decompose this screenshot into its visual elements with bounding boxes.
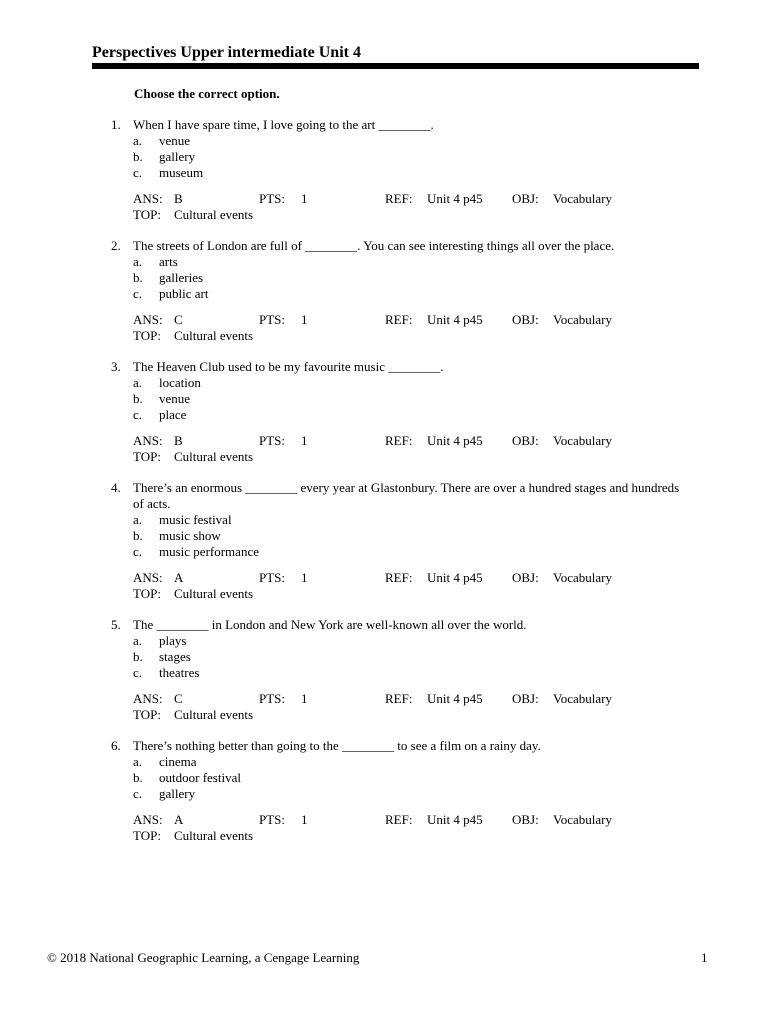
- obj-value: Vocabulary: [553, 691, 612, 706]
- pts-label: PTS:: [259, 312, 286, 327]
- question-list: [0, 117, 768, 859]
- pts-label: PTS:: [259, 570, 286, 585]
- pts-value: 1: [301, 433, 308, 448]
- top-value: Cultural events: [174, 707, 254, 722]
- header-rule: [92, 63, 699, 69]
- answer-row: [0, 570, 768, 586]
- top-value: Cultural events: [174, 586, 254, 601]
- ref-label: REF:: [385, 433, 413, 448]
- pts-value: 1: [301, 570, 308, 585]
- option-c: c. gallery: [133, 786, 196, 801]
- top-value: Cultural events: [174, 828, 254, 843]
- option-b: b. venue: [133, 391, 191, 406]
- pts-label: PTS:: [259, 691, 286, 706]
- option-c: c. place: [133, 407, 187, 422]
- ans-label: ANS:: [133, 191, 163, 206]
- obj-value: Vocabulary: [553, 312, 612, 327]
- ans-value: C: [174, 312, 183, 327]
- question-6: [0, 738, 768, 844]
- ans-value: A: [174, 570, 184, 585]
- answer-row: [0, 433, 768, 449]
- answer-row: [0, 812, 768, 828]
- pts-value: 1: [301, 312, 308, 327]
- question-number: 2.: [111, 238, 121, 253]
- question-5: [0, 617, 768, 723]
- option-c: c. public art: [133, 286, 209, 301]
- question-text: The ________ in London and New York are well-known all over the world.: [133, 617, 527, 632]
- top-label: TOP:: [133, 828, 161, 843]
- obj-value: Vocabulary: [553, 570, 612, 585]
- ans-label: ANS:: [133, 570, 163, 585]
- answer-row: [0, 191, 768, 207]
- topic-row: [0, 828, 768, 844]
- question-2: [0, 238, 768, 344]
- ans-label: ANS:: [133, 812, 163, 827]
- pts-label: PTS:: [259, 433, 286, 448]
- ans-label: ANS:: [133, 433, 163, 448]
- ref-label: REF:: [385, 691, 413, 706]
- option-c: c. museum: [133, 165, 204, 180]
- pts-value: 1: [301, 691, 308, 706]
- option-a: a. arts: [133, 254, 178, 269]
- topic-row: [0, 328, 768, 344]
- ref-label: REF:: [385, 191, 413, 206]
- ref-value: Unit 4 p45: [427, 691, 483, 706]
- ans-value: B: [174, 433, 183, 448]
- ref-value: Unit 4 p45: [427, 812, 483, 827]
- pts-value: 1: [301, 812, 308, 827]
- page-number: 1: [701, 950, 708, 965]
- top-value: Cultural events: [174, 207, 254, 222]
- ref-label: REF:: [385, 570, 413, 585]
- option-c: c. music performance: [133, 544, 259, 559]
- obj-label: OBJ:: [512, 691, 539, 706]
- topic-row: [0, 586, 768, 602]
- ans-value: A: [174, 812, 184, 827]
- obj-label: OBJ:: [512, 812, 539, 827]
- option-b: b. music show: [133, 528, 221, 543]
- question-number: 1.: [111, 117, 121, 132]
- obj-label: OBJ:: [512, 191, 539, 206]
- option-a: a. venue: [133, 133, 191, 148]
- question-1: [0, 117, 768, 223]
- obj-value: Vocabulary: [553, 191, 612, 206]
- page-header-title: Perspectives Upper intermediate Unit 4: [92, 44, 361, 61]
- answer-row: [0, 312, 768, 328]
- pts-label: PTS:: [259, 191, 286, 206]
- question-number: 6.: [111, 738, 121, 753]
- obj-label: OBJ:: [512, 433, 539, 448]
- top-label: TOP:: [133, 586, 161, 601]
- obj-label: OBJ:: [512, 312, 539, 327]
- question-number: 3.: [111, 359, 121, 374]
- option-c: c. theatres: [133, 665, 200, 680]
- ans-label: ANS:: [133, 691, 163, 706]
- top-label: TOP:: [133, 328, 161, 343]
- ref-label: REF:: [385, 812, 413, 827]
- option-b: b. gallery: [133, 149, 196, 164]
- top-label: TOP:: [133, 449, 161, 464]
- ans-value: C: [174, 691, 183, 706]
- obj-value: Vocabulary: [553, 433, 612, 448]
- ref-label: REF:: [385, 312, 413, 327]
- ref-value: Unit 4 p45: [427, 433, 483, 448]
- top-label: TOP:: [133, 207, 161, 222]
- option-a: a. cinema: [133, 754, 197, 769]
- ans-value: B: [174, 191, 183, 206]
- obj-value: Vocabulary: [553, 812, 612, 827]
- question-number: 5.: [111, 617, 121, 632]
- topic-row: [0, 449, 768, 465]
- pts-value: 1: [301, 191, 308, 206]
- question-text: The streets of London are full of ________. You can see interesting things all over the place.: [133, 238, 615, 253]
- instruction: Choose the correct option.: [134, 86, 280, 101]
- question-4: [0, 480, 768, 602]
- question-text: When I have spare time, I love going to the art ________.: [133, 117, 434, 132]
- question-3: [0, 359, 768, 465]
- ref-value: Unit 4 p45: [427, 570, 483, 585]
- ref-value: Unit 4 p45: [427, 191, 483, 206]
- obj-label: OBJ:: [512, 570, 539, 585]
- footer-copyright: © 2018 National Geographic Learning, a Cengage Learning: [47, 950, 360, 965]
- question-number: 4.: [111, 480, 121, 495]
- question-text: There’s nothing better than going to the ________ to see a film on a rainy day.: [133, 738, 541, 753]
- ref-value: Unit 4 p45: [427, 312, 483, 327]
- top-label: TOP:: [133, 707, 161, 722]
- topic-row: [0, 207, 768, 223]
- option-b: b. outdoor festival: [133, 770, 241, 785]
- question-text: There’s an enormous ________ every year at Glastonbury. There are over a hundred stages and hundreds of acts.: [133, 480, 680, 511]
- topic-row: [0, 707, 768, 723]
- ans-label: ANS:: [133, 312, 163, 327]
- option-a: a. location: [133, 375, 201, 390]
- option-a: a. music festival: [133, 512, 232, 527]
- pts-label: PTS:: [259, 812, 286, 827]
- answer-row: [0, 691, 768, 707]
- option-a: a. plays: [133, 633, 187, 648]
- top-value: Cultural events: [174, 328, 254, 343]
- option-b: b. galleries: [133, 270, 204, 285]
- question-text: The Heaven Club used to be my favourite music ________.: [133, 359, 444, 374]
- top-value: Cultural events: [174, 449, 254, 464]
- option-b: b. stages: [133, 649, 191, 664]
